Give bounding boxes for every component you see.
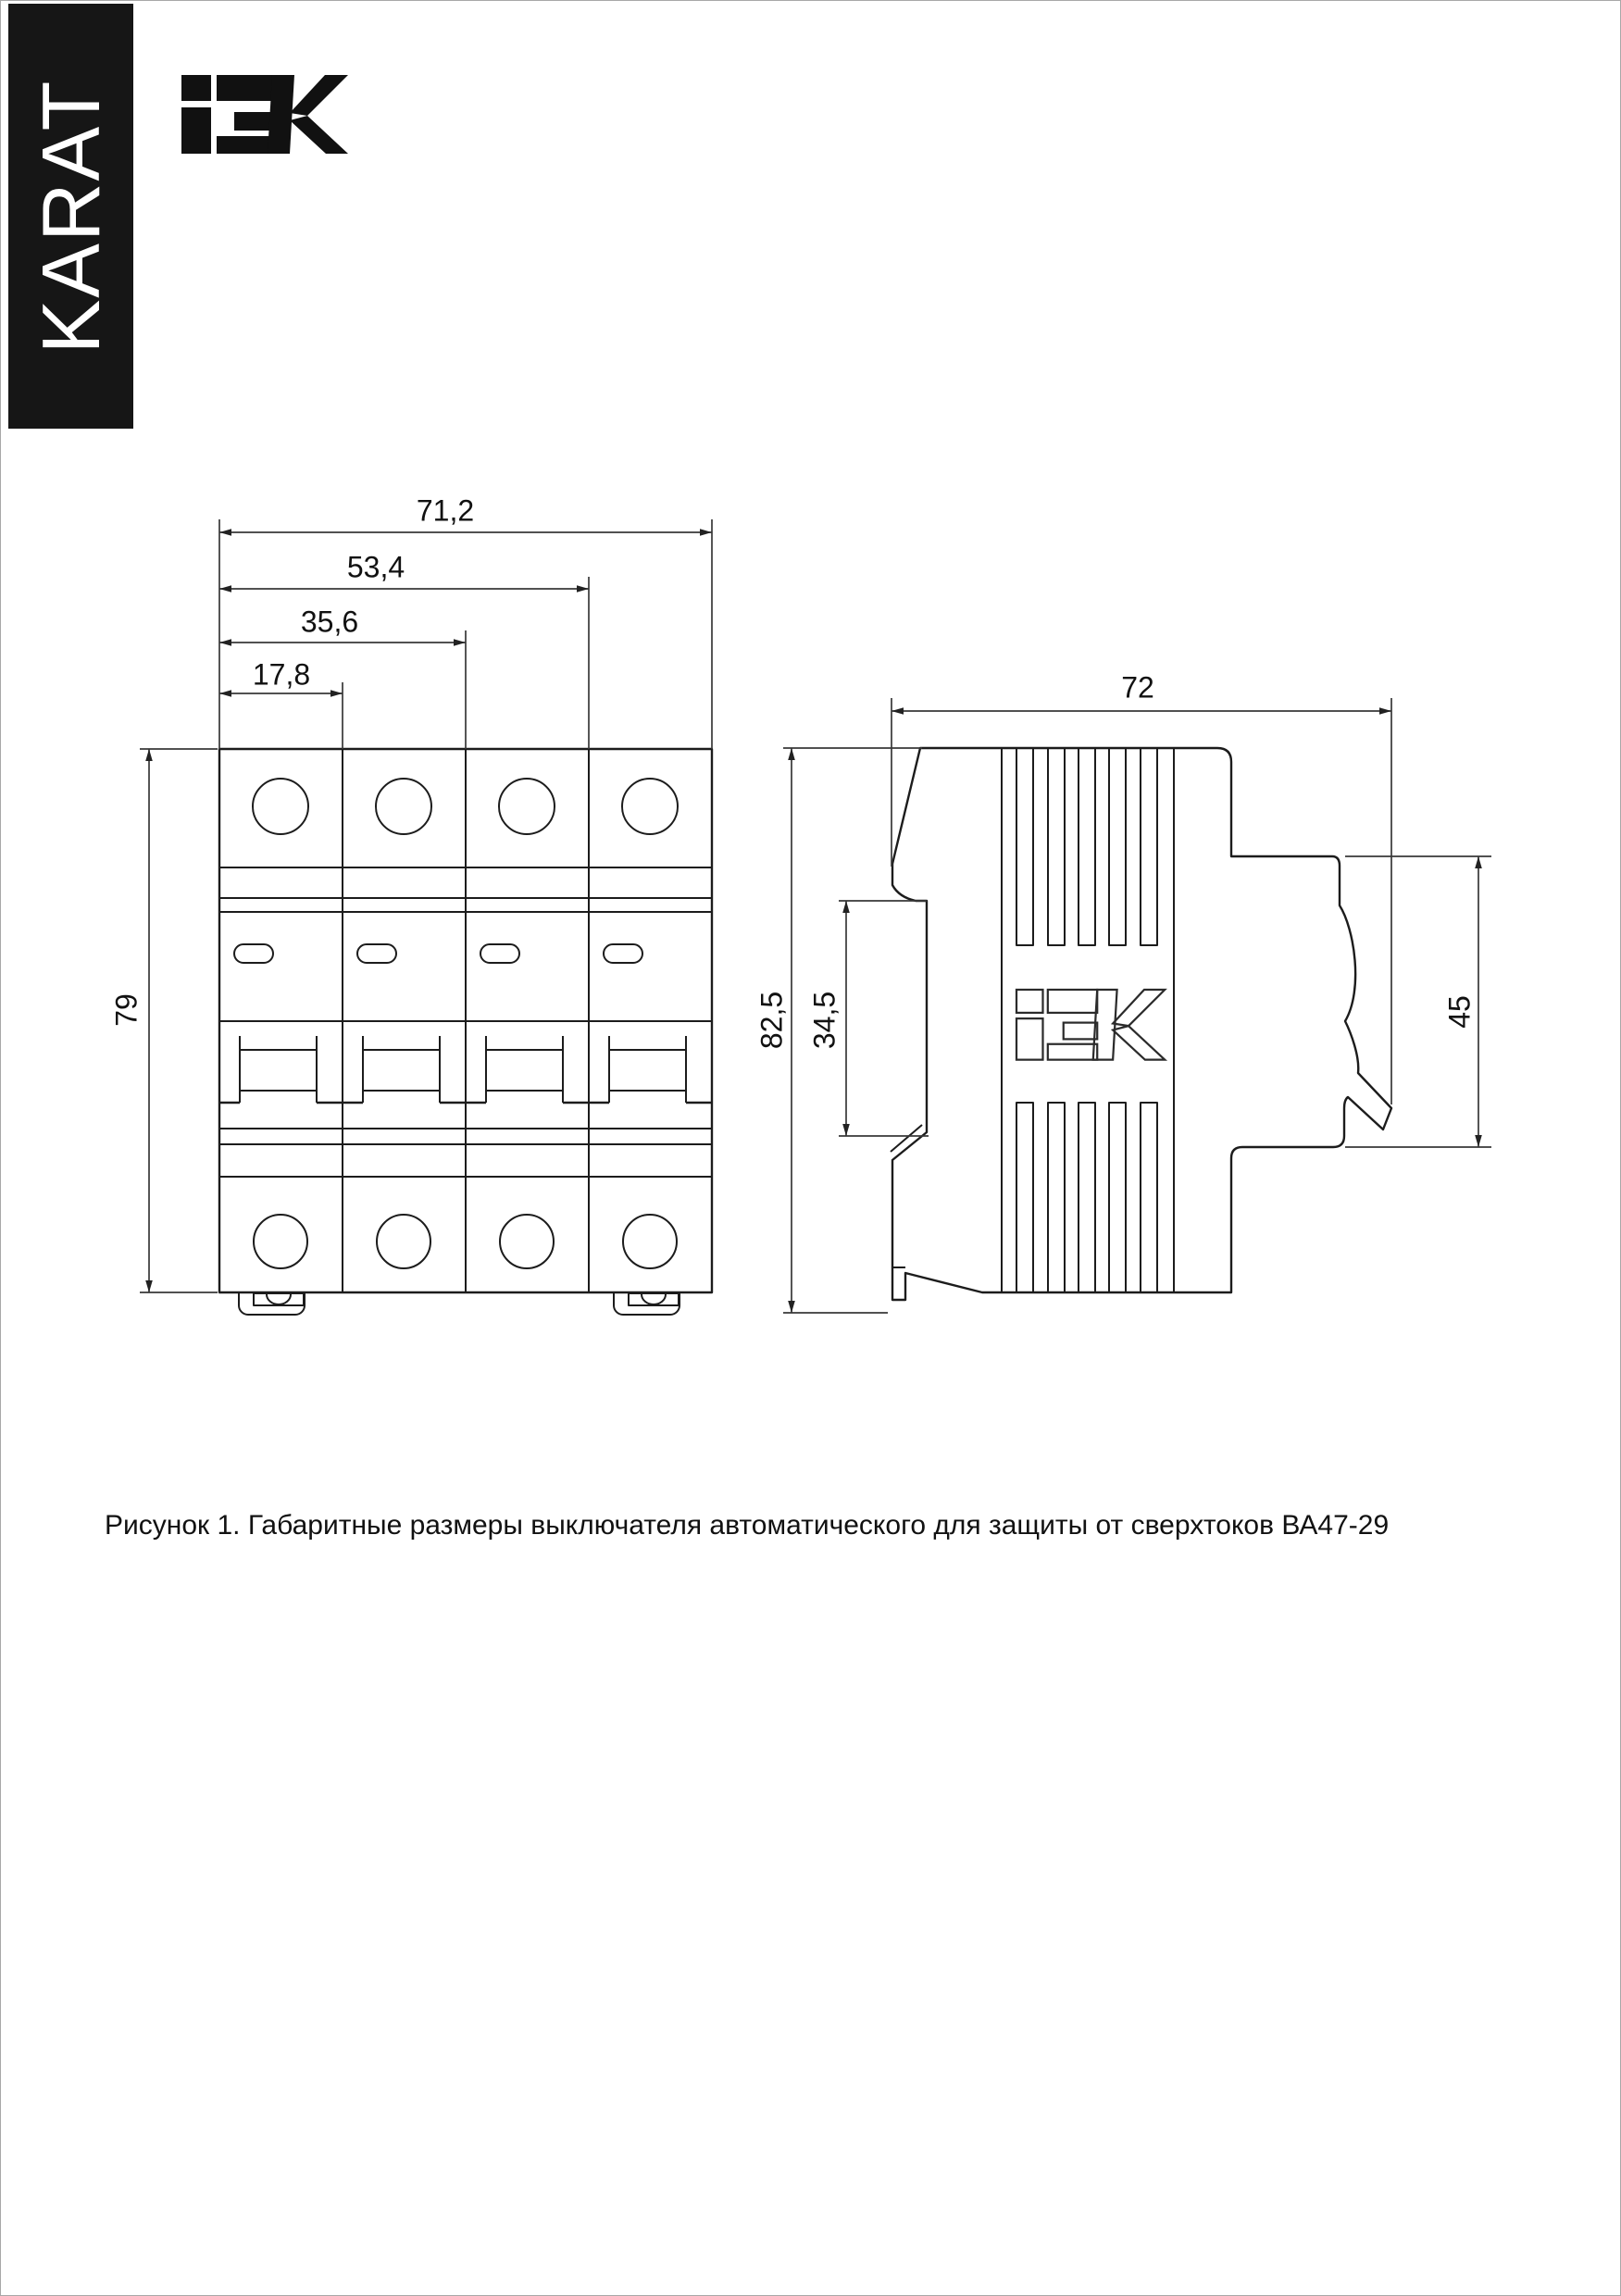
dim-label-side-recess: 34,5 [807,991,842,1050]
terminal-screw [254,1215,307,1268]
dim-label-front-height: 79 [109,993,143,1027]
toggle-handle [589,1036,712,1103]
dim-label-front-width-2pole: 35,6 [300,605,359,639]
dim-label-side-depth: 72 [1121,670,1154,705]
terminal-screw [622,779,678,834]
figure-caption: Рисунок 1. Габаритные размеры выключателя автоматического для защиты от сверхтоков ВА47-29 [105,1510,1390,1541]
dim-label-front-total-width: 71,2 [416,493,475,528]
marking-window [234,944,273,963]
dim-label-front-width-1pole: 17,8 [252,657,311,692]
toggle-handle [466,1036,589,1103]
vent-slots-top [1016,748,1157,945]
marking-window [480,944,519,963]
iek-logo [181,75,348,154]
side-view-drawing [891,748,1391,1300]
iek-logo-side [1016,990,1165,1060]
karat-banner-label: KARAT [24,79,117,354]
vent-slots-bottom [1016,1103,1157,1292]
din-clip [239,1292,305,1315]
dimension-lines-side [783,698,1491,1313]
breaker-body-side [892,748,1391,1300]
front-view-drawing [219,749,712,1315]
terminal-screw [253,779,308,834]
terminal-screw [377,1215,430,1268]
dim-label-front-width-3pole: 53,4 [346,550,405,584]
terminal-screw [376,779,431,834]
marking-window [604,944,642,963]
dim-label-side-front-height: 45 [1442,995,1477,1029]
marking-window [357,944,396,963]
din-clip [614,1292,680,1315]
dim-label-side-height: 82,5 [754,991,789,1050]
terminal-screw [499,779,555,834]
toggle-handle [219,1036,343,1103]
terminal-screw [500,1215,554,1268]
terminal-screw [623,1215,677,1268]
dimension-drawing [1,1,1621,2296]
toggle-handle [343,1036,466,1103]
